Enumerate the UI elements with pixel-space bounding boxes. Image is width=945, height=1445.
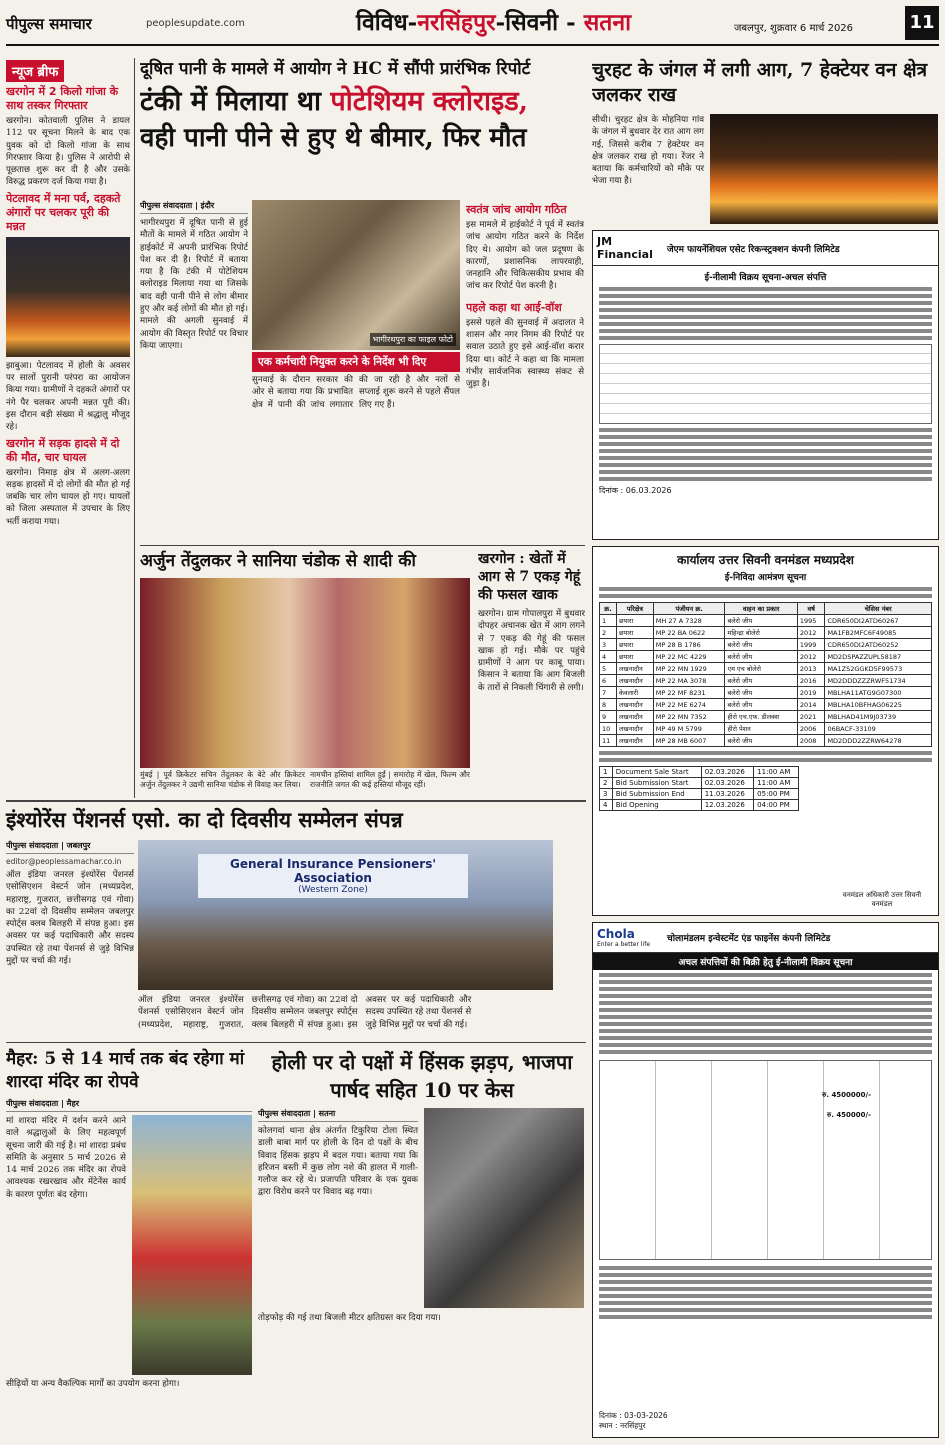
schedule-cell: 11:00 AM xyxy=(754,778,799,789)
table-row xyxy=(600,675,932,687)
jm-table xyxy=(599,344,932,424)
schedule-cell: 12.03.2026 xyxy=(701,800,753,811)
table-cell: CDR650DI2ATD60267 xyxy=(825,615,932,627)
table-cell: MD2DDDZZZRWF51734 xyxy=(825,675,932,687)
table-cell: बलेरो जीप xyxy=(725,615,797,627)
schedule-row xyxy=(600,767,799,778)
table-cell: 2 xyxy=(600,627,617,639)
table-cell: 1995 xyxy=(797,615,825,627)
schedule-cell: Bid Opening xyxy=(612,800,701,811)
table-cell: 5 xyxy=(600,663,617,675)
table-cell: बलेरो जीप xyxy=(725,735,797,747)
table-cell: लखनादौन xyxy=(616,735,653,747)
wheat-headline: खरगोन : खेतों में आग से 7 एकड़ गेहूं की फसल खाक xyxy=(478,551,581,603)
lead-kicker: दूषित पानी के मामले में आयोग ने HC में सौंपी प्रारंभिक रिपोर्ट xyxy=(140,59,531,79)
table-row xyxy=(600,639,932,651)
table-header-cell: चेसिस नंबर xyxy=(825,603,932,615)
table-cell: MP 49 M 5799 xyxy=(653,723,725,735)
table-cell: लखनादौन xyxy=(616,711,653,723)
table-row xyxy=(600,627,932,639)
table-row xyxy=(600,687,932,699)
section-title: विविध-नरसिंहपुर-सिवनी - सतना xyxy=(356,9,632,36)
table-header-cell: वाहन का प्रकार xyxy=(725,603,797,615)
schedule-cell: 05:00 PM xyxy=(754,789,799,800)
chola-logo: Chola Enter a better life xyxy=(597,927,651,948)
holi-headline: होली पर दो पक्षों में हिंसक झड़प, भाजपा पार्षद सहित 10 पर केस xyxy=(271,1050,573,1102)
lead-story-headline xyxy=(140,58,585,198)
table-cell: 3 xyxy=(600,639,617,651)
chola-title: चोलामंडलम इन्वेस्टमेंट एंड फाइनेंस कंपनी लिमिटेड xyxy=(667,934,831,944)
site-url[interactable]: peoplesupdate.com xyxy=(146,18,245,29)
table-cell: MH 27 A 7328 xyxy=(653,615,725,627)
schedule-row xyxy=(600,778,799,789)
table-cell: 2013 xyxy=(797,663,825,675)
lead-byline: पीपुल्स संवाददाता | इंदौर xyxy=(140,200,248,214)
lead-body-column-2 xyxy=(252,374,460,540)
schedule-cell: 2 xyxy=(600,778,613,789)
table-cell: 4 xyxy=(600,651,617,663)
table-cell: 2006 xyxy=(797,723,825,735)
table-row xyxy=(600,651,932,663)
table-cell: MP 22 MC 4229 xyxy=(653,651,725,663)
schedule-cell: 02.03.2026 xyxy=(701,778,753,789)
fire-headline: चुरहट के जंगल में लगी आग, 7 हेक्टेयर वन क्षेत्र जलकर राख xyxy=(592,59,928,106)
schedule-cell: 3 xyxy=(600,789,613,800)
table-cell: छपारा xyxy=(616,639,653,651)
jm-notice: ई-नीलामी विक्रय सूचना-अचल संपत्ति xyxy=(704,273,827,283)
table-cell: MBLHA10BFHAG06225 xyxy=(825,699,932,711)
table-cell: 1 xyxy=(600,615,617,627)
jm-financial-ad xyxy=(592,230,939,540)
schedule-cell: 02.03.2026 xyxy=(701,767,753,778)
insurance-byline: पीपुल्स संवाददाता | जबलपुर xyxy=(6,840,134,854)
lead-body-1: भागीरथपुरा में दूषित पानी से हुई मौतों के मामले में गठित आयोग ने हाईकोर्ट में अपनी प्रारंभिक रिपोर्ट पेश कर दी है। रिपोर्ट में बताया गया है कि टंकी में पोटेशियम क्लोराइड मिलाया गया था जिसके बाद वही पानी पीने से लोग बीमार हुए और कई लोगों की मौत हो गई। मामले की अगली सुनवाई में आयोग की विस्तृत रिपोर्ट पर विचार किया जाएगा। xyxy=(140,218,248,351)
sachin-caption-right: नामचीन हस्तियां शामिल हुईं | समारोह में खेल, फिल्म और राजनीति जगत की कई हस्तियां मौजूद रहीं। xyxy=(310,770,470,789)
table-cell: 8 xyxy=(600,699,617,711)
table-cell: MP 22 MN 1929 xyxy=(653,663,725,675)
table-cell: 9 xyxy=(600,711,617,723)
chola-date: दिनांक : 03-03-2026 xyxy=(599,1411,668,1420)
ropeway-photo xyxy=(132,1115,252,1375)
date-line: जबलपुर, शुक्रवार 6 मार्च 2026 xyxy=(734,23,854,34)
brief-headline-1: खरगोन में 2 किलो गांजा के साथ तस्कर गिरफ्तार xyxy=(6,85,119,112)
table-cell: छपारा xyxy=(616,651,653,663)
table-cell: 7 xyxy=(600,687,617,699)
insurance-body-2: ऑल इंडिया जनरल इंश्योरेंस पेंशनर्स एसोसिएशन वेस्टर्न जोन (मध्यप्रदेश, महाराष्ट्र, गुजरात, छत्तीसगढ़ एवं गोवा) का 22वां दो दिवसीय सम्मेलन जबलपुर स्पोर्ट्स क्लब बिलहरी में संपन्न हुआ। इस अवसर पर कई पदाधिकारी और सदस्य उपस्थित रहे तथा पेंशनर्स से जुड़े विभिन्न मुद्दों पर चर्चा की गई। xyxy=(138,995,472,1030)
table-cell: MP 28 B 1786 xyxy=(653,639,725,651)
forest-tender-ad xyxy=(592,546,939,916)
forest-subtitle: ई-निविदा आमंत्रण सूचना xyxy=(724,573,807,583)
table-cell: MA1ZS2GGKD5F99573 xyxy=(825,663,932,675)
table-cell: महिन्द्रा बोलेरो xyxy=(725,627,797,639)
schedule-cell: Document Sale Start xyxy=(612,767,701,778)
wedding-photo xyxy=(140,578,470,768)
table-cell: लखनादौन xyxy=(616,663,653,675)
table-cell: 10 xyxy=(600,723,617,735)
jm-title: जेएम फायनेंशियल एसेट रिकन्स्ट्रक्शन कंपनी लिमिटेड xyxy=(667,244,840,255)
lead-sub-body-2: इससे पहले की सुनवाई में अदालत ने शासन और नगर निगम की रिपोर्ट पर सवाल उठाते हुए इसे आई-वॉश करार दिया था। कोर्ट ने कहा था कि मामला गंभीर सार्वजनिक स्वास्थ्य संकट से जुड़ा है। xyxy=(466,317,584,390)
table-cell: MD2DDD2ZZRW64278 xyxy=(825,735,932,747)
schedule-cell: 1 xyxy=(600,767,613,778)
table-cell: 2021 xyxy=(797,711,825,723)
photo-caption: भागीरथपुरा का फाइल फोटो xyxy=(370,333,456,346)
table-cell: MBLHAD41M9J03739 xyxy=(825,711,932,723)
brief-body-2: झाबुआ। पेटलावद में होली के अवसर पर सालों पुरानी परंपरा का आयोजन किया गया। ग्रामीणों ने दहकते अंगारों पर नंगे पैर चलकर अपनी मन्नत पूरी की। इस दौरान बड़ी संख्या में श्रद्धालु मौजूद रहे। xyxy=(6,360,130,433)
chola-place: स्थान : नरसिंहपुर xyxy=(599,1421,646,1430)
table-cell: हीरो एच.एफ. डीलक्स xyxy=(725,711,797,723)
table-cell: बलेरो जीप xyxy=(725,687,797,699)
schedule-cell: 11:00 AM xyxy=(754,767,799,778)
forest-title: कार्यालय उत्तर सिवनी वनमंडल मध्यप्रदेश xyxy=(677,553,854,567)
table-cell: लखनादौन xyxy=(616,675,653,687)
table-row xyxy=(600,723,932,735)
lead-sub-head: स्वतंत्र जांच आयोग गठित xyxy=(466,203,567,216)
table-cell: 2012 xyxy=(797,627,825,639)
conference-banner: General Insurance Pensioners' Association (Western Zone) xyxy=(198,854,468,898)
table-cell: CDR650DI2ATD60252 xyxy=(825,639,932,651)
maihar-headline: मैहर: 5 से 14 मार्च तक बंद रहेगा मां शारदा मंदिर का रोपवे xyxy=(6,1049,245,1092)
table-cell: 1999 xyxy=(797,639,825,651)
maihar-caption: सीढ़ियों या अन्य वैकल्पिक मार्गों का उपयोग करना होगा। xyxy=(6,1379,180,1389)
fire-story xyxy=(592,58,939,226)
holi-body: कोलगवां थाना क्षेत्र अंतर्गत टिकुरिया टोला स्थित डाली बाबा मार्ग पर होली के दिन दो पक्षों के बीच विवाद हिंसक झड़प में बदल गया। बताया गया कि हरिजन बस्ती में कुछ लोग नशे की हालत में गाली-गलौज कर रहे थे। प्रजापति परिवार के एक युवक द्वारा विरोध करने पर विवाद बढ़ गया। xyxy=(258,1126,418,1198)
table-cell: छपारा xyxy=(616,627,653,639)
table-row xyxy=(600,735,932,747)
table-cell: बलेरो जीप xyxy=(725,639,797,651)
table-cell: बलेरो जीप xyxy=(725,675,797,687)
table-row xyxy=(600,663,932,675)
table-cell: MP 28 MB 6007 xyxy=(653,735,725,747)
masthead: पीपुल्स समाचार xyxy=(6,15,92,33)
table-cell: एम एच बोलेरो xyxy=(725,663,797,675)
news-brief-tag: न्यूज ब्रीफ xyxy=(6,60,64,82)
forest-sign: वनमंडल अधिकारी उत्तर सिवनी वनमंडल xyxy=(842,891,922,908)
holi-caption: तोड़फोड़ की गई तथा बिजली मीटर क्षतिग्रस्त कर दिया गया। xyxy=(258,1313,441,1323)
table-cell: 2016 xyxy=(797,675,825,687)
maihar-story xyxy=(6,1048,252,1438)
sachin-headline: अर्जुन तेंदुलकर ने सानिया चंडोक से शादी की xyxy=(140,551,416,571)
table-cell: बलेरो जीप xyxy=(725,699,797,711)
insurance-body-column xyxy=(6,840,134,1035)
table-cell: केवलारी xyxy=(616,687,653,699)
lead-red-bar: एक कर्मचारी नियुक्त करने के निर्देश भी दिए xyxy=(252,352,460,372)
lead-body-column xyxy=(140,200,248,540)
brief-body-1: खरगोन। कोतवाली पुलिस ने डायल 112 पर सूचना मिलने के बाद एक युवक को दो किलो गांजा के साथ गिरफ्तार किया है। पुलिस ने आरोपी से पूछताछ शुरू कर दी है और उसके विरुद्ध प्रकरण दर्ज किया गया है। xyxy=(6,116,130,188)
schedule-cell: 4 xyxy=(600,800,613,811)
wheat-story xyxy=(478,550,585,795)
page-header xyxy=(6,6,939,46)
table-cell: 2008 xyxy=(797,735,825,747)
table-cell: MP 22 BA 0622 xyxy=(653,627,725,639)
maihar-body: मां शारदा मंदिर में दर्शन करने आने वाले श्रद्धालुओं के लिए महत्वपूर्ण सूचना जारी की गई है। मां शारदा प्रबंध समिति के अनुसार 5 मार्च 2026 से 14 मार्च 2026 तक मंदिर का रोपवे आवश्यक रखरखाव और मेंटेनेंस कार्य के कारण पूर्णतः बंद रहेगा। xyxy=(6,1116,126,1200)
forest-fire-photo xyxy=(710,114,938,224)
lead-sub-head-2: पहले कहा था आई-वॉश xyxy=(466,300,562,314)
schedule-table xyxy=(599,766,799,811)
lead-body-2: सुनवाई के दौरान सरकार की ओर से बताया गया कि प्रभावित क्षेत्र में पानी की जांच लगातार की जा रही है और नलों से सप्लाई शुरू करने से पहले सैंपल लिए गए हैं। xyxy=(252,375,460,410)
jm-date: दिनांक : 06.03.2026 xyxy=(599,486,672,495)
table-cell: MBLHA11ATG9G07300 xyxy=(825,687,932,699)
schedule-cell: 11.03.2026 xyxy=(701,789,753,800)
fire-body: सीधी। चुरहट क्षेत्र के मोहनिया गांव के जंगल में बुधवार देर रात आग लग गई, जिससे करीब 7 हेक्टेयर वन क्षेत्र जलकर राख हो गया। रेंजर ने बताया कि कर्मचारियों को मौके पर भेजा गया है। xyxy=(592,115,704,187)
insurance-body: ऑल इंडिया जनरल इंश्योरेंस पेंशनर्स एसोसिएशन वेस्टर्न जोन (मध्यप्रदेश, महाराष्ट्र, गुजरात, छत्तीसगढ़ एवं गोवा) का 22वां दो दिवसीय सम्मेलन जबलपुर स्पोर्ट्स क्लब बिलहरी में संपन्न हुआ। इस अवसर पर कई पदाधिकारी और सदस्य उपस्थित रहे तथा पेंशनर्स से जुड़े विभिन्न मुद्दों पर चर्चा की गई। xyxy=(6,870,134,967)
table-cell: बलेरो जीप xyxy=(725,651,797,663)
table-row xyxy=(600,615,932,627)
table-cell: लखनादौन xyxy=(616,723,653,735)
table-header-cell: परिक्षेत्र xyxy=(616,603,653,615)
chola-notice: अचल संपत्तियों की बिक्री हेतु ई-नीलामी विक्रय सूचना xyxy=(593,953,938,970)
brief-headline-3: खरगोन में सड़क हादसे में दो की मौत, चार घायल xyxy=(6,436,120,464)
holi-story xyxy=(258,1048,586,1438)
table-cell: 6 xyxy=(600,675,617,687)
lead-sidebar xyxy=(466,200,584,540)
table-cell: लखनादौन xyxy=(616,699,653,711)
table-cell: MP 22 MA 3078 xyxy=(653,675,725,687)
holi-byline: पीपुल्स संवाददाता | सतना xyxy=(258,1108,418,1122)
table-row xyxy=(600,699,932,711)
lead-headline: टंकी में मिलाया था पोटेशियम क्लोराइड, xyxy=(140,86,529,117)
jm-logo: JM Financial xyxy=(597,235,653,261)
table-cell: MP 22 MF 8231 xyxy=(653,687,725,699)
brief-headline-2: पेटलावद में मना पर्व, दहकते अंगारों पर चलकर पूरी की मन्नत xyxy=(6,191,121,233)
schedule-cell: 04:00 PM xyxy=(754,800,799,811)
maihar-byline: पीपुल्स संवाददाता | मैहर xyxy=(6,1098,252,1112)
table-cell: MP 22 MN 7352 xyxy=(653,711,725,723)
table-cell: 11 xyxy=(600,735,617,747)
table-row xyxy=(600,711,932,723)
table-cell: हीरो पेशन xyxy=(725,723,797,735)
wheat-body: खरगोन। ग्राम गोपालपुरा में बुधवार दोपहर अचानक खेत में आग लगने से 7 एकड़ की गेहूं की फसल खाक हो गई। मौके पर पहुंचे ग्रामीणों ने आग पर काबू पाया। किसान ने बताया कि आग बिजली के तारों से निकली चिंगारी से लगी। xyxy=(478,609,585,693)
damaged-vehicle-photo xyxy=(424,1108,584,1308)
fire-walk-photo xyxy=(6,237,130,357)
chola-ad xyxy=(592,922,939,1438)
table-cell: 2014 xyxy=(797,699,825,711)
table-cell: MA1FB2MFC6F49085 xyxy=(825,627,932,639)
chola-table: रु. 4500000/- रु. 450000/- xyxy=(599,1060,932,1260)
column-divider xyxy=(134,58,135,798)
schedule-cell: Bid Submission End xyxy=(612,789,701,800)
sachin-caption-left: मुंबई | पूर्व क्रिकेटर सचिन तेंदुलकर के बेटे और क्रिकेटर अर्जुन तेंदुलकर ने उद्यमी सानिया चंडोक से विवाह कर लिया। xyxy=(140,770,305,789)
bhagirathpura-photo xyxy=(252,200,460,350)
insurance-headline: इंश्योरेंस पेंशनर्स एसो. का दो दिवसीय सम्मेलन संपन्न xyxy=(6,807,403,832)
schedule-row xyxy=(600,800,799,811)
vehicle-table xyxy=(599,602,932,747)
brief-body-3: खरगोन। निमाड़ क्षेत्र में अलग-अलग सड़क हादसों में दो लोगों की मौत हो गई जबकि चार लोग घायल हो गए। घायलों को जिला अस्पताल में उपचार के लिए भर्ती कराया गया। xyxy=(6,467,130,527)
table-cell: MD2DSPAZZUPL58187 xyxy=(825,651,932,663)
table-header-cell: पंजीयन क्र. xyxy=(653,603,725,615)
schedule-cell: Bid Submission Start xyxy=(612,778,701,789)
table-cell: 06BACF-33109 xyxy=(825,723,932,735)
conference-photo xyxy=(138,840,553,990)
lead-headline-line2: वही पानी पीने से हुए थे बीमार, फिर मौत xyxy=(140,123,527,153)
table-cell: 2012 xyxy=(797,651,825,663)
insurance-email[interactable]: editor@peoplessamachar.co.in xyxy=(6,857,122,866)
table-cell: छपारा xyxy=(616,615,653,627)
page-number: 11 xyxy=(905,6,939,40)
news-brief-column xyxy=(6,60,130,795)
schedule-row xyxy=(600,789,799,800)
table-cell: MP 22 ME 6274 xyxy=(653,699,725,711)
table-cell: 2019 xyxy=(797,687,825,699)
lead-sub-body: इस मामले में हाईकोर्ट ने पूर्व में स्वतंत्र जांच आयोग गठित करने के निर्देश दिए थे। आयोग को जल प्रदूषण के कारणों, प्रशासनिक लापरवाही, जनहानि और चिकित्सकीय प्रभाव की जांच कर रिपोर्ट पेश करनी है। xyxy=(466,220,584,292)
table-header-cell: वर्ष xyxy=(797,603,825,615)
table-header-cell: क्र. xyxy=(600,603,617,615)
